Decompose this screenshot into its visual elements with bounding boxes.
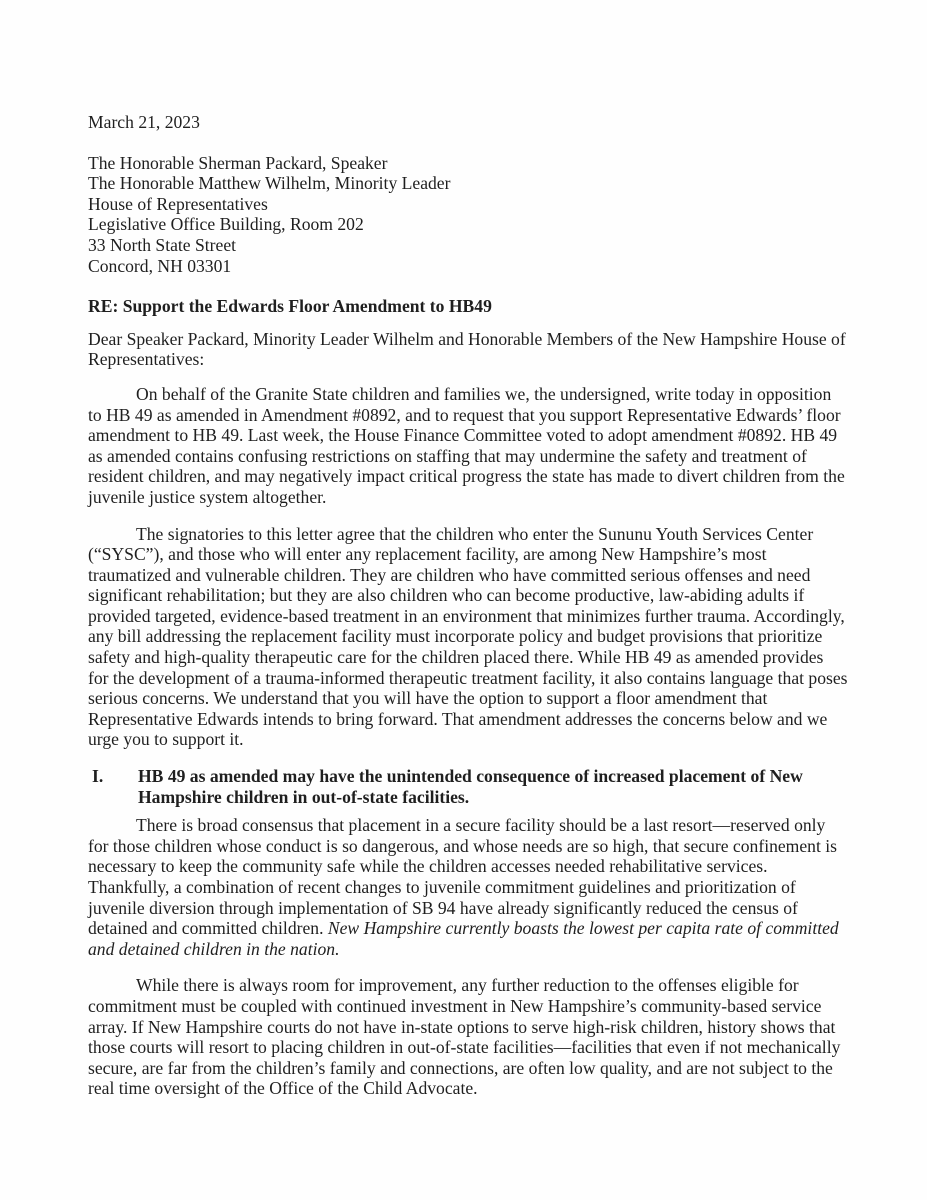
body-paragraph-4: While there is always room for improvement, any further reduction to the offenses eligible for commitment must be coupled with continued investment in New Hampshire’s community-based service array. If New Hampshire courts do not have in-state options to serve high-risk children, history shows that those courts will resort to placing children in out-of-state facilities—facilities that even if not mechanically secure, are far from the children’s family and connections, are often low quality, and are not subject to the real time oversight of the Office of the Child Advocate.	[88, 975, 841, 1099]
letter-body	[88, 112, 848, 1115]
body-paragraph-2: The signatories to this letter agree that the children who enter the Sununu Youth Services Center (“SYSC”), and those who will enter any replacement facility, are among New Hampshire’s most traumatized and vulnerable children. They are children who have committed serious offenses and need significant rehabilitation; but they are also children who can become productive, law-abiding adults if provided targeted, evidence-based treatment in an environment that minimizes further trauma. Accordingly, any bill addressing the replacement facility must incorporate policy and budget provisions that prioritize safety and high-quality therapeutic care for the children placed there. While HB 49 as amended provides for the development of a trauma-informed therapeutic treatment facility, it also contains language that poses serious concerns. We understand that you will have the option to support a floor amendment that Representative Edwards intends to bring forward. That amendment addresses the concerns below and we urge you to support it.	[88, 523, 848, 750]
body-paragraph-3	[88, 815, 848, 959]
address-line: The Honorable Sherman Packard, Speaker	[88, 152, 388, 173]
section-number: I.	[92, 766, 104, 787]
address-line: Legislative Office Building, Room 202	[88, 214, 364, 235]
section-title: HB 49 as amended may have the unintended consequence of increased placement of New Hampshire children in out-of-state facilities.	[138, 766, 803, 807]
address-line: 33 North State Street	[88, 234, 237, 255]
paragraph-3-emphasis: New Hampshire currently boasts the lowest per capita rate of committed and detained children in the nation.	[88, 918, 839, 959]
recipient-address	[88, 153, 848, 277]
letter-date: March 21, 2023	[88, 112, 200, 132]
salutation: Dear Speaker Packard, Minority Leader Wilhelm and Honorable Members of the New Hampshire House of Representatives:	[88, 328, 846, 370]
body-paragraph-1: On behalf of the Granite State children and families we, the undersigned, write today in opposition to HB 49 as amended in Amendment #0892, and to request that you support Representative Edwards’ floor amendment to HB 49. Last week, the House Finance Committee voted to adopt amendment #0892. HB 49 as amended contains confusing restrictions on staffing that may undermine the safety and treatment of resident children, and may negatively impact critical progress the state has made to divert children from the juvenile justice system altogether.	[88, 383, 845, 507]
address-line: Concord, NH 03301	[88, 255, 232, 276]
section-heading-1	[88, 766, 848, 807]
paragraph-3-text: There is broad consensus that placement in a secure facility should be a last resort—reserved only for those children whose conduct is so dangerous, and whose needs are so high, that secure confinement is necessary to keep the community safe while the children accesses needed rehabilitative services. Thankfully, a combination of recent changes to juvenile commitment guidelines and prioritization of juvenile diversion through implementation of SB 94 have already significantly reduced the census of detained and committed children.	[88, 815, 837, 939]
address-line: The Honorable Matthew Wilhelm, Minority Leader	[88, 173, 451, 194]
subject-line: RE: Support the Edwards Floor Amendment to HB49	[88, 296, 492, 317]
address-line: House of Representatives	[88, 193, 268, 214]
